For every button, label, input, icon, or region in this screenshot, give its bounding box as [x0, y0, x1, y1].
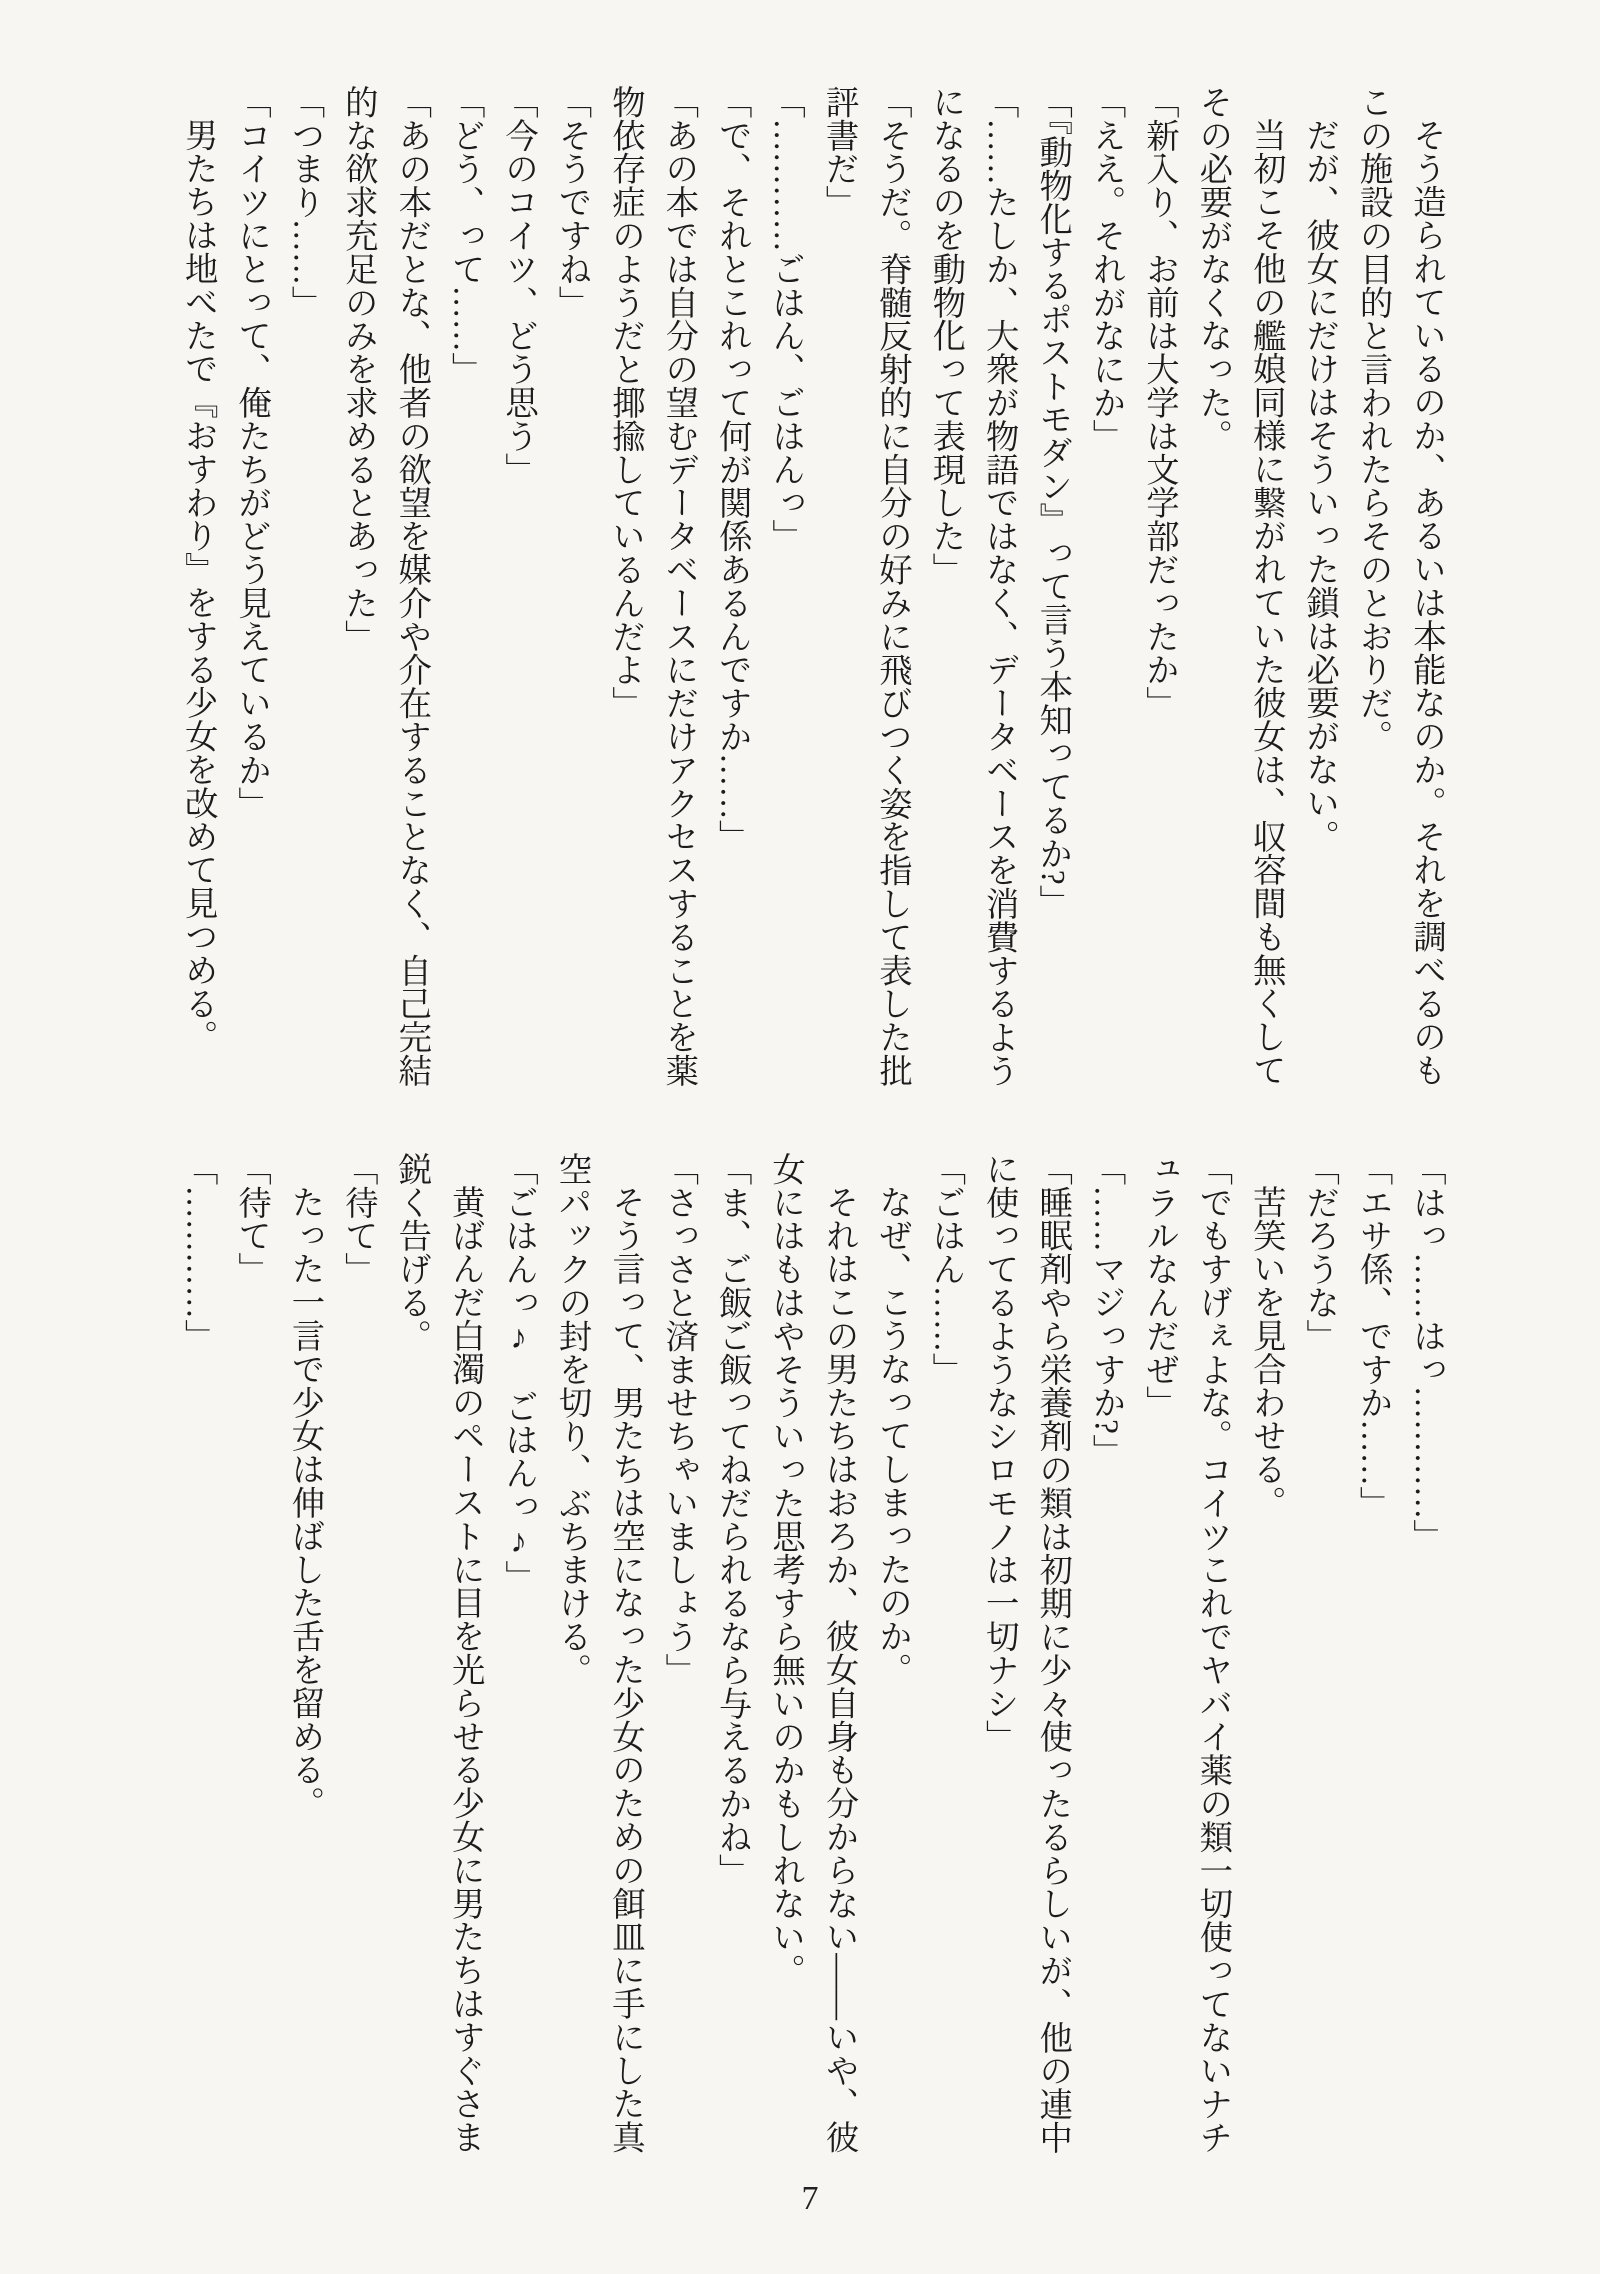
- text-column: 「今のコイツ、どう思う」: [500, 85, 538, 486]
- text-column: だが、彼女にだけはそういった鎖は必要がない。: [1301, 118, 1339, 854]
- text-column: 「つまり……」: [286, 85, 324, 319]
- text-column: 男たちは地べたで『おすわり』をする少女を改めて見つめる。: [179, 118, 217, 1054]
- text-column: なぜ、こうなってしまったのか。: [873, 1185, 911, 1687]
- text-column: 黄ばんだ白濁のペーストに目を光らせる少女に男たちはすぐさま: [446, 1185, 484, 2154]
- text-column: 「『動物化するポストモダン』って言う本知ってるか?」: [1034, 85, 1072, 919]
- text-column: その必要がなくなった。: [1194, 85, 1232, 453]
- text-column: 「睡眠剤やら栄養剤の類は初期に少々使ったるらしいが、他の連中: [1034, 1152, 1072, 2154]
- text-column: 「でもすげぇよな。コイツこれでヤバイ薬の類一切使ってないナチ: [1194, 1152, 1232, 2154]
- text-column: 「新入り、お前は大学は文学部だったか」: [1140, 85, 1178, 720]
- text-column: 鋭く告げる。: [393, 1152, 431, 1353]
- text-column: そう言って、男たちは空になった少女のための餌皿に手にした真: [606, 1185, 644, 2154]
- text-column: 「ごはんっ♪ ごはんっ♪」: [500, 1152, 538, 1594]
- text-column: 「コイツにとって、俺たちがどう見えているか」: [233, 85, 271, 820]
- text-column: 「……たしか、大衆が物語ではなく、データベースを消費するよう: [980, 85, 1018, 1087]
- text-block-top: [181, 85, 1443, 1089]
- text-column: 空パックの封を切り、ぶちまける。: [553, 1152, 591, 1687]
- text-column: 「あの本では自分の望むデータベースにだけアクセスすることを薬: [660, 85, 698, 1087]
- text-column: 「はっ……はっ…………」: [1408, 1152, 1445, 1553]
- text-column: 「どう、って……」: [446, 85, 484, 386]
- text-column: 評書だ」: [820, 85, 858, 219]
- text-column: 「…………」: [179, 1152, 217, 1353]
- text-column: 「待て」: [233, 1152, 271, 1286]
- text-column: 「エサ係、ですか……」: [1354, 1152, 1392, 1520]
- text-column: 「……マジっすか?」: [1087, 1152, 1125, 1468]
- text-column: 物依存症のようだと揶揄しているんだよ」: [606, 85, 644, 720]
- text-column: 「そうだ。脊髄反射的に自分の好みに飛びつく姿を指して表した批: [873, 85, 911, 1087]
- page-number: 7: [801, 2180, 819, 2217]
- text-column: 「あの本だとな、他者の欲望を媒介や介在することなく、自己完結: [393, 85, 431, 1087]
- text-column: 当初こそ他の艦娘同様に繋がれていた彼女は、収容間も無くして: [1247, 118, 1285, 1087]
- text-column: 「ま、ご飯ご飯ってねだられるなら与えるかね」: [713, 1152, 751, 1887]
- text-column: 「待て」: [339, 1152, 377, 1286]
- text-column: この施設の目的と言われたらそのとおりだ。: [1354, 85, 1392, 753]
- text-column: 「で、それとこれって何が関係あるんですか……」: [713, 85, 751, 854]
- text-column: それはこの男たちはおろか、彼女自身も分からない——いや、彼: [820, 1185, 858, 2154]
- text-column: たった一言で少女は伸ばした舌を留める。: [286, 1185, 324, 1820]
- text-column: 「ええ。それがなにか」: [1087, 85, 1125, 453]
- text-column: 「だろうな」: [1301, 1152, 1339, 1353]
- text-column: 「さっさと済ませちゃいましょう」: [660, 1152, 698, 1687]
- text-column: 「そうですね」: [553, 85, 591, 319]
- text-column: 女にはもはやそういった思考すら無いのかもしれない。: [767, 1152, 805, 1987]
- text-column: そう造られているのか、あるいは本能なのか。それを調べるのも: [1408, 118, 1445, 1087]
- text-column: になるのを動物化って表現した」: [927, 85, 965, 586]
- text-column: 「ごはん……」: [927, 1152, 965, 1386]
- text-column: 苦笑いを見合わせる。: [1247, 1185, 1285, 1520]
- text-column: 「…………ごはん、ごはんっ」: [767, 85, 805, 553]
- text-column: に使ってるようなシロモノは一切ナシ」: [980, 1152, 1018, 1754]
- text-block-bottom: [181, 1152, 1443, 2156]
- text-column: ュラルなんだぜ」: [1140, 1152, 1178, 1420]
- text-column: 的な欲求充足のみを求めるとあった」: [339, 85, 377, 653]
